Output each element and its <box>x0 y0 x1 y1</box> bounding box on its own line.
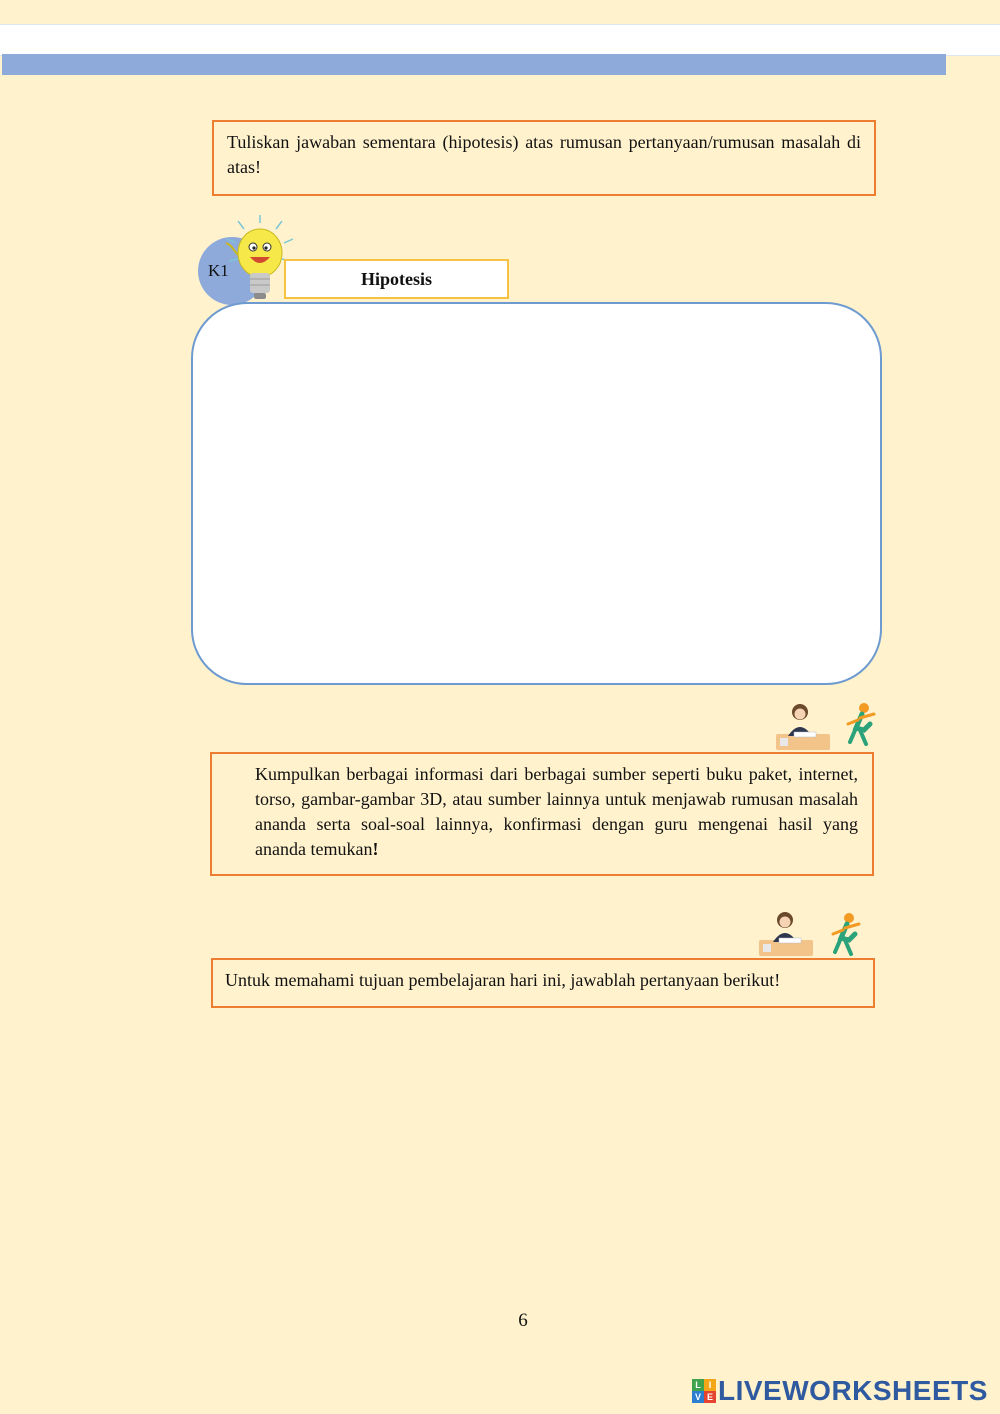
logo-letter: I <box>704 1379 716 1391</box>
section-title-box <box>284 259 509 299</box>
instruction-text: Untuk memahami tujuan pembelajaran hari ini, jawablah pertanyaan berikut! <box>225 970 781 990</box>
student-runner-illustration <box>774 700 880 756</box>
page-number: 6 <box>518 1310 528 1331</box>
liveworksheets-logo-icon <box>692 1379 716 1403</box>
logo-letter: E <box>704 1391 716 1403</box>
liveworksheets-logo[interactable] <box>692 1374 988 1408</box>
instruction-text <box>255 762 858 862</box>
running-figure-icon <box>848 703 874 744</box>
logo-letter: V <box>692 1391 704 1403</box>
running-figure-icon <box>833 913 859 954</box>
header-blue-band <box>2 54 946 75</box>
instruction-body: Kumpulkan berbagai informasi dari berbagai sumber seperti buku paket, internet, torso, gambar-gambar 3D, atau sumber lainnya untuk menjawab rumusan masalah ananda serta soal-soal lainnya, konfirmasi dengan guru mengenai hasil yang ananda temukan <box>255 764 858 859</box>
instruction-exclamation: ! <box>372 839 379 859</box>
instruction-box-collect-info <box>210 752 874 876</box>
hypothesis-answer-area[interactable] <box>191 302 882 685</box>
student-writing-icon <box>759 912 813 956</box>
header-white-band <box>0 24 1000 56</box>
instruction-box-hypothesis <box>212 120 876 196</box>
logo-letter: L <box>692 1379 704 1391</box>
student-runner-illustration <box>757 910 865 962</box>
student-writing-icon <box>776 704 830 750</box>
instruction-text: Tuliskan jawaban sementara (hipotesis) atas rumusan pertanyaan/rumusan masalah di atas! <box>227 132 861 177</box>
section-title: Hipotesis <box>360 269 432 289</box>
k1-badge-label: K1 <box>208 261 229 280</box>
instruction-box-learning-goal <box>211 958 875 1008</box>
brand-name: LIVEWORKSHEETS <box>718 1375 988 1406</box>
